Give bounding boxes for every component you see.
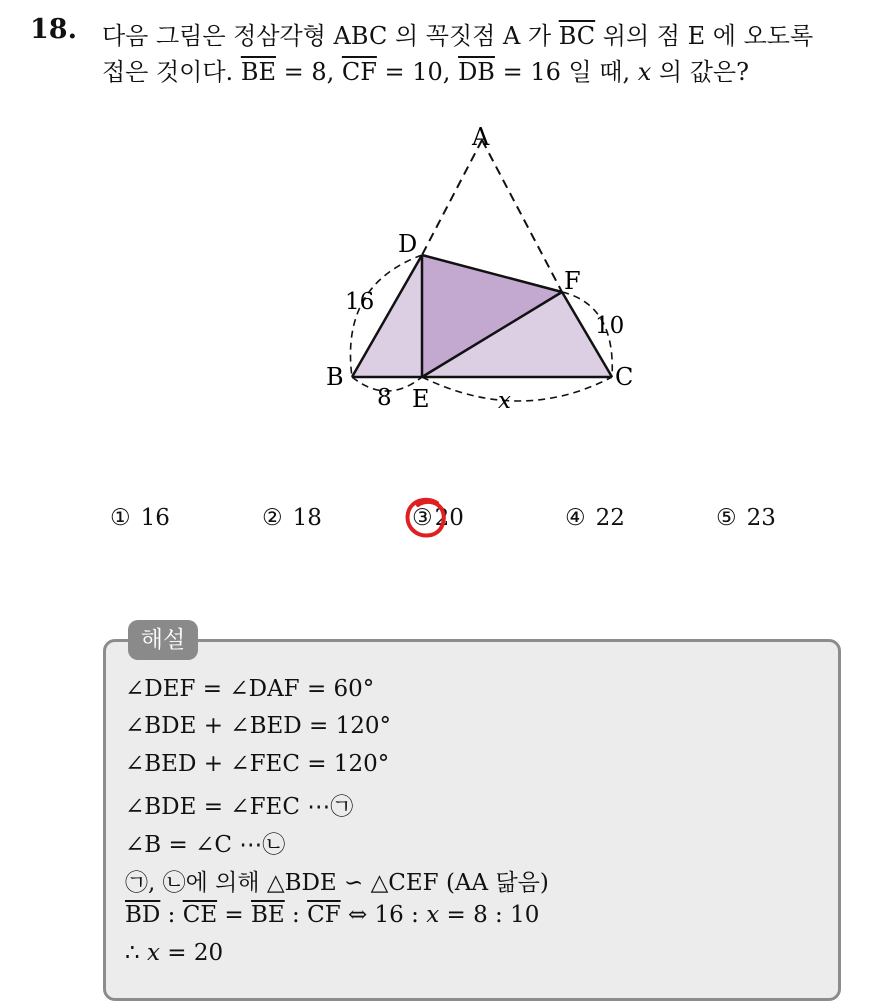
choice-mark: ①	[110, 505, 131, 531]
solution-line-6: ㉠, ㉡에 의해 △BDE ∽ △CEF (AA 닮음)	[125, 870, 549, 896]
solution-line-3: ∠BED + ∠FEC = 120°	[125, 751, 390, 777]
choice-value: 22	[595, 505, 625, 531]
solution-line-1: ∠DEF = ∠DAF = 60°	[125, 676, 375, 702]
choice-value: 23	[746, 505, 776, 531]
solution-line-8: ∴ x = 20	[125, 940, 224, 966]
length-ec: x	[498, 388, 511, 414]
fold-edge-ad	[422, 140, 482, 255]
label-e: E	[412, 385, 430, 413]
choice-2[interactable]	[262, 505, 322, 531]
choice-mark: ③	[412, 505, 433, 531]
choice-mark: ②	[262, 505, 283, 531]
length-cf: 10	[595, 313, 625, 339]
label-f: F	[564, 267, 581, 295]
choice-mark: ④	[565, 505, 586, 531]
question-text-line-1: 다음 그림은 정삼각형 ABC 의 꼭짓점 A 가 $\overline{BC}$ 위의 점 E 에 오도록	[102, 22, 814, 50]
solution-line-4: ∠BDE = ∠FEC ⋯㉠	[125, 794, 354, 820]
choice-value: 16	[140, 505, 170, 531]
choice-4[interactable]	[565, 505, 625, 531]
choice-value: 18	[292, 505, 322, 531]
label-c: C	[615, 363, 634, 391]
solution-tag: 해설	[128, 620, 198, 660]
choice-value: 20	[434, 505, 464, 531]
folded-triangle-figure	[300, 115, 680, 425]
question-number: 18.	[30, 14, 77, 45]
length-db: 16	[345, 289, 375, 315]
label-b: B	[326, 363, 344, 391]
choice-1[interactable]	[110, 505, 170, 531]
choice-5[interactable]	[716, 505, 776, 531]
answer-circle-mark	[401, 494, 451, 544]
question-text-line-2: 접은 것이다. $\overline{BE} = 8$, $\overline{CF} = 10$, $\overline{DB} = 16$ 일 때, x 의 값은?	[102, 58, 749, 86]
fold-edge-af	[482, 140, 562, 292]
solution-line-7: $\overline{BD}$ : $\overline{CE} = \overline{BE}$ : $\overline{CF}$ ⇔ 16 : x = 8 : 10	[125, 902, 540, 928]
dimension-arc-ec	[422, 377, 612, 401]
label-d: D	[398, 230, 418, 258]
choice-mark: ⑤	[716, 505, 737, 531]
length-be: 8	[377, 385, 392, 411]
solution-line-2: ∠BDE + ∠BED = 120°	[125, 713, 391, 739]
label-a: A	[472, 123, 490, 151]
solution-line-5: ∠B = ∠C ⋯㉡	[125, 832, 286, 858]
